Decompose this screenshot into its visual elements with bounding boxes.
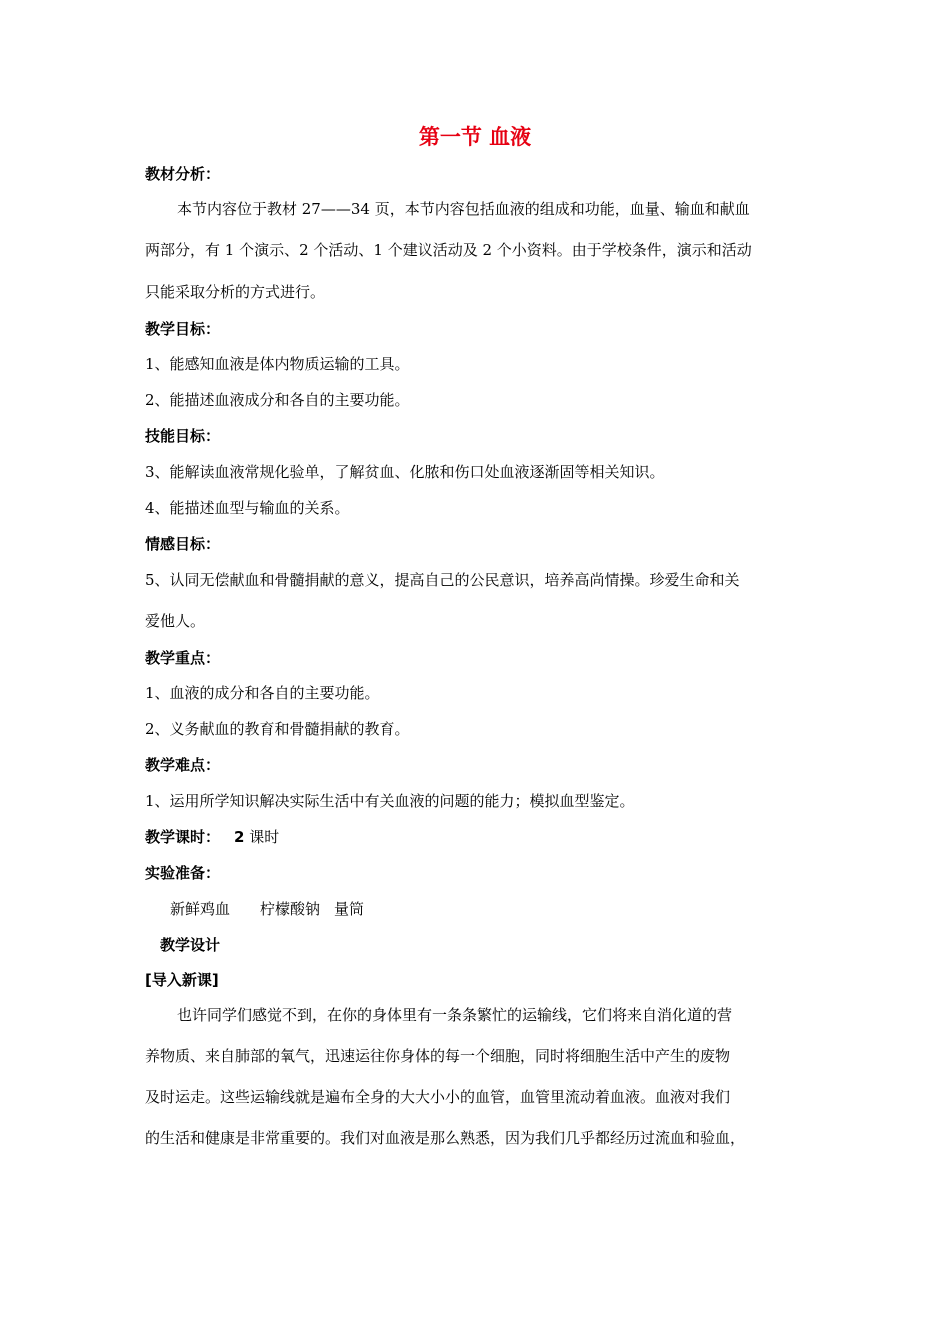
design-heading: 教学设计 [160,936,221,954]
class-hours-unit: 课时 [249,828,280,846]
prep-items-row [170,898,364,920]
intro-paragraph-line-2: 养物质、来自肺部的氧气，迅速运往你身体的每一个细胞，同时将细胞生活中产生的废物 [145,1047,731,1065]
intro-paragraph-line-1: 也许同学们感觉不到，在你的身体里有一条条繁忙的运输线，它们将来自消化道的营 [177,1006,733,1024]
goals-heading: 教学目标： [145,320,221,338]
skill-item-3: 3、能解读血液常规化验单，了解贫血、化脓和伤口处血液逐渐固等相关知识。 [145,463,665,481]
analysis-paragraph-line-2: 两部分，有 1 个演示、2 个活动、1 个建议活动及 2 个小资料。由于学校条件，演示和活动 [145,241,752,259]
intro-paragraph-line-3: 及时运走。这些运输线就是遍布全身的大大小小的血管，血管里流动着血液。血液对我们 [145,1088,731,1106]
analysis-paragraph-line-1: 本节内容位于教材 27——34 页，本节内容包括血液的组成和功能，血量、输血和献血 [177,200,750,218]
prep-item-sodium-citrate: 柠檬酸钠 [260,900,321,918]
key-points-heading: 教学重点： [145,649,221,667]
page-title: 第一节 血液 [418,125,532,149]
class-hours-heading: 教学课时： [145,828,221,846]
difficulty-item-1: 1、运用所学知识解决实际生活中有关血液的问题的能力；模拟血型鉴定。 [145,792,635,810]
emotion-item-5-line-2: 爱他人。 [145,612,206,630]
class-hours-row [145,826,279,848]
class-hours-value: 2 [234,828,245,846]
intro-paragraph-line-4: 的生活和健康是非常重要的。我们对血液是那么熟悉，因为我们几乎都经历过流血和验血， [145,1129,746,1147]
emotion-item-5-line-1: 5、认同无偿献血和骨髓捐献的意义，提高自己的公民意识，培养高尚情操。珍爱生命和关 [145,571,740,589]
prep-item-measuring-cylinder: 量筒 [334,900,365,918]
prep-heading: 实验准备： [145,864,221,882]
emotion-heading: 情感目标： [145,535,221,553]
analysis-paragraph-line-3: 只能采取分析的方式进行。 [145,283,326,301]
skills-heading: 技能目标： [145,427,221,445]
goal-item-2: 2、能描述血液成分和各自的主要功能。 [145,391,410,409]
skill-item-4: 4、能描述血型与输血的关系。 [145,499,350,517]
key-point-2: 2、义务献血的教育和骨髓捐献的教育。 [145,720,410,738]
intro-heading: [导入新课] [145,971,219,989]
goal-item-1: 1、能感知血液是体内物质运输的工具。 [145,355,410,373]
difficulty-heading: 教学难点： [145,756,221,774]
prep-item-chicken-blood: 新鲜鸡血 [170,900,231,918]
key-point-1: 1、血液的成分和各自的主要功能。 [145,684,380,702]
analysis-heading: 教材分析： [145,165,221,183]
